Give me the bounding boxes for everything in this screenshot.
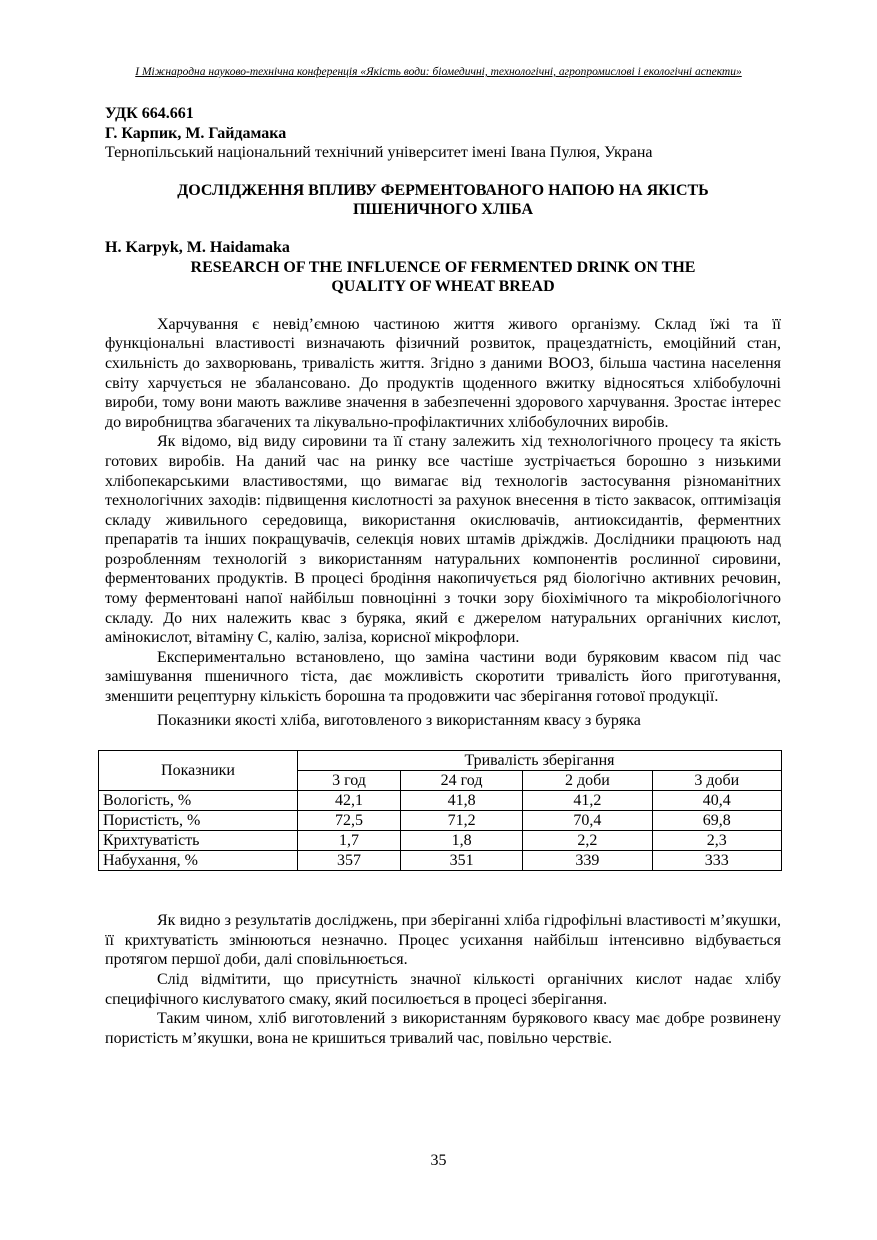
table-cell: 1,7: [298, 831, 401, 851]
running-header: I Міжнародна науково-технічна конференція «Якість води: біомедичні, технологічні, агропромислові і екологічні аспекти»: [135, 66, 742, 78]
table-cell: 333: [652, 851, 781, 871]
conclusion-section: [105, 911, 781, 1048]
table-cell: 357: [298, 851, 401, 871]
quality-table: [98, 750, 782, 871]
column-header: 3 доби: [652, 771, 781, 791]
title-ua-line-1: ДОСЛІДЖЕННЯ ВПЛИВУ ФЕРМЕНТОВАНОГО НАПОЮ НА ЯКІСТЬ: [177, 181, 709, 199]
authors-en: H. Karpyk, M. Haidamaka: [105, 238, 290, 256]
title-en-line-1: RESEARCH OF THE INFLUENCE OF FERMENTED DRINK ON THE: [190, 258, 696, 276]
table-cell: 69,8: [652, 811, 781, 831]
table-cell: 72,5: [298, 811, 401, 831]
row-label: Крихтуватість: [99, 831, 298, 851]
table-row: [99, 811, 782, 831]
table-cell: 40,4: [652, 791, 781, 811]
affiliation: Тернопільський національний технічний університет імені Івана Пулюя, Украна: [105, 144, 653, 162]
article-body: [105, 104, 781, 1048]
table-cell: 41,8: [400, 791, 522, 811]
paragraph: Як видно з результатів досліджень, при зберіганні хліба гідрофільні властивості м’якушки, її крихтуватість змінюються незначно. Процес усихання найбільш інтенсивно відбувається протягом першої доби, далі сповільнюється.: [105, 912, 781, 969]
table-cell: 351: [400, 851, 522, 871]
authors-ua: Г. Карпик, М. Гайдамака: [105, 124, 287, 142]
table-cell: 71,2: [400, 811, 522, 831]
title-en: [105, 258, 781, 297]
paragraph: Харчування є невід’ємною частиною життя живого організму. Склад їжі та її функціональні властивості визначають фізичний розвиток, працездатність, емоційний стан, схильність до захворювань, тривалість життя. Згідно з даними ВООЗ, більша частина населення світу харчується не збалансовано. До продуктів щоденного вжитку відносяться хлібобулочні вироби, тому вони мають важливе значення в забезпеченні здорового харчування. Зростає інтерес до виробництва збагачених та лікувально-профілактичних хлібобулочних виробів.: [105, 315, 781, 431]
table-cell: 42,1: [298, 791, 401, 811]
paragraph: Слід відмітити, що присутність значної кількості органічних кислот надає хлібу специфічного кислуватого смаку, який посилюється в процесі зберігання.: [105, 971, 781, 1008]
title-en-line-2: QUALITY OF WHEAT BREAD: [331, 278, 555, 296]
table-cell: 41,2: [523, 791, 652, 811]
paragraph: Таким чином, хліб виготовлений з використанням бурякового квасу має добре розвинену пористість м’якушки, вона не кришиться тривалий час, повільно черствіє.: [105, 1010, 781, 1047]
table-cell: 1,8: [400, 831, 522, 851]
table-cell: 2,3: [652, 831, 781, 851]
table-row: [99, 791, 782, 811]
paragraph: Експериментально встановлено, що заміна частини води буряковим квасом під час замішування пшеничного тіста, дає можливість скоротити тривалість його приготування, зменшити рецептурну кількість борошна та продовжити час зберігання готової продукції.: [105, 648, 781, 706]
column-header: 3 год: [298, 771, 401, 791]
table-header-row: [99, 751, 782, 771]
table-row: [99, 851, 782, 871]
paragraph: Як відомо, від виду сировини та її стану залежить хід технологічного процесу та якість готових виробів. На даний час на ринку все частіше зустрічається борошно з низькими хлібопекарськими властивостями, що вимагає від технологів застосування різноманітних технологічних заходів: підвищення кислотності за рахунок внесення в тісто заквасок, оптимізація складу живильного середовища, використання окислювачів, антиоксидантів, ферментних препаратів та інших покращувачів, селекція нових штамів дріжджів. Дослідники працюють над розробленням технологій з використанням натуральних компонентів рослинної сировини, ферментованих продуктів. В процесі бродіння накопичується ряд біологічно активних речовин, тому ферментовані напої найбільш повноцінні з точки зору біохімічного та мікробіологічного складу. До них належить квас з буряка, який є джерелом натуральних органічних кислот, амінокислот, вітаміну С, калію, заліза, корисної мікрофлори.: [105, 433, 781, 647]
title-ua: [105, 181, 781, 220]
table-cell: 2,2: [523, 831, 652, 851]
row-label: Набухання, %: [99, 851, 298, 871]
header-storage-duration: Тривалість зберігання: [298, 751, 782, 771]
row-label: Вологість, %: [99, 791, 298, 811]
page-number: 35: [430, 1152, 447, 1169]
table-cell: 70,4: [523, 811, 652, 831]
udc-code: УДК 664.661: [105, 105, 194, 122]
table-cell: 339: [523, 851, 652, 871]
column-header: 2 доби: [523, 771, 652, 791]
column-header: 24 год: [400, 771, 522, 791]
table-row: [99, 831, 782, 851]
header-indicators: Показники: [99, 751, 298, 791]
row-label: Пористість, %: [99, 811, 298, 831]
intro-section: [105, 315, 781, 707]
table-caption: Показники якості хліба, виготовленого з використанням квасу з буряка: [157, 711, 641, 729]
title-ua-line-2: ПШЕНИЧНОГО ХЛІБА: [352, 201, 534, 219]
